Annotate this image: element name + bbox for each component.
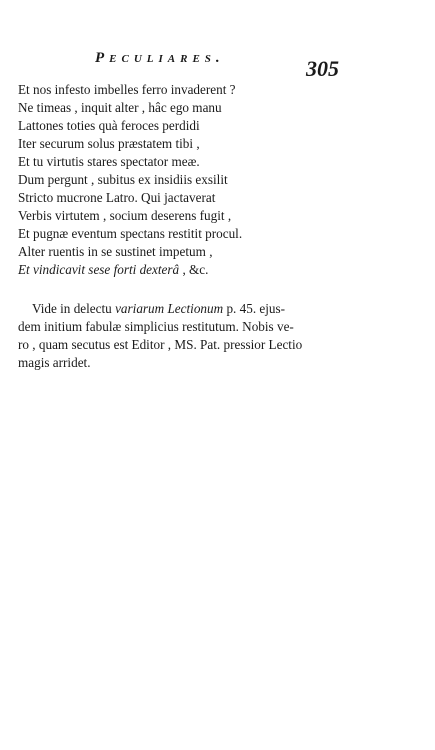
note-citation: variarum Lectionum — [115, 301, 224, 316]
editorial-note — [18, 300, 348, 372]
note-line — [18, 300, 348, 318]
verse-line: Et pugnæ eventum spectans restitit procul. — [18, 226, 243, 241]
page-number: 305 — [306, 56, 339, 81]
verse-line: Lattones toties quà feroces perdidi — [18, 118, 200, 133]
note-line: magis arridet. — [18, 355, 91, 370]
note-text: Vide in delectu — [32, 301, 116, 316]
verse-block — [18, 81, 328, 279]
verse-line: Ne timeas , inquit alter , hâc ego manu — [18, 100, 222, 115]
running-title: Peculiares. — [95, 50, 225, 66]
verse-line: Verbis virtutem , socium deserens fugit , — [18, 208, 232, 223]
verse-line: Alter ruentis in se sustinet impetum , — [18, 244, 213, 259]
verse-line: Iter securum solus præstatem tibi , — [18, 136, 200, 151]
verse-line: Et nos infesto imbelles ferro invaderent ? — [18, 82, 236, 97]
verse-line: Et tu virtutis stares spectator meæ. — [18, 154, 200, 169]
verse-line: Stricto mucrone Latro. Qui jactaverat — [18, 190, 216, 205]
note-line: dem initium fabulæ simplicius restitutum. Nobis ve- — [18, 319, 294, 334]
verse-line-italic: Et vindicavit sese forti dexterâ — [18, 262, 180, 277]
verse-line: Dum pergunt , subitus ex insidiis exsilit — [18, 172, 228, 187]
note-line: ro , quam secutus est Editor , MS. Pat. pressior Lectio — [18, 337, 303, 352]
verse-line-suffix: , &c. — [179, 262, 209, 277]
note-text: p. 45. ejus- — [223, 301, 286, 316]
verse-line-final — [18, 261, 328, 279]
